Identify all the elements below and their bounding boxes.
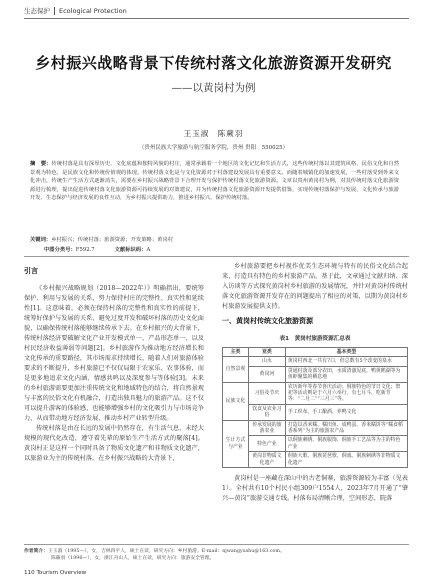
- header-divider: [54, 7, 55, 15]
- table-row: [223, 366, 408, 382]
- keywords-label: 关键词：: [30, 237, 52, 243]
- table-header: 亚类: [248, 348, 285, 357]
- footnote-line: 陈蕨羽（1996—），女，浙江舟山人，硕士在读，研究方向：旅游安全管理。: [51, 556, 215, 562]
- table-cell-desc: 侗族大歌、侗族琵琶歌、侗戏、侗族刺绣等非物质文化遗产: [285, 452, 407, 468]
- table-cell-sub: 习俗及节庆: [248, 382, 285, 404]
- table-row: [223, 382, 408, 404]
- document-code: 文献标识码：A: [114, 247, 151, 253]
- authors: 王玉淑 陈蕨羽: [183, 129, 244, 138]
- table-cell-desc: 手工织布、手工酿酒、养鸭文化: [285, 404, 407, 420]
- keywords: [30, 235, 399, 243]
- intro-paragraph: 《乡村振兴战略规划（2018—2022年）》明确指出，要统筹保护、利用与发展的关系，努力保持村庄的完整性、真实性和延续性[1]。这意味着，必须在保持村落的完整性和真实性的前提下，统筹好保护与发展的关系，避免过度开发和破坏村落的历史文化面貌，以确保传统村落能够继续传承下去。在乡村振兴的大背景下，传统村落经济要破解文化产业开发模式单一、产品形态单一、以及村民经济收益薄弱等问题[2]。乡村旅游作为推动地方经济增长和文化传承的重要路径，其市场需求持续增长，随着人们对旅游体验要求的不断提升，乡村旅游已不仅仅局限于农家乐、农事体验，而是更多地追求文化内涵、情感共鸣以及深度参与等体验[3]。未来的乡村旅游需要更加注重传统文化和地域特色的结合，将自然景观与丰富的民俗文化有机融合，打造出独具魅力的旅游产品。这不仅可以提升游客的体验感，也能够增强乡村的文化吸引力与市场竞争力，从而带动地方经济发展，推动乡村产业转型升级。: [24, 285, 204, 422]
- abstract-rule: [24, 256, 409, 257]
- footnote-rule: [24, 544, 409, 545]
- table-header: 基本类型: [285, 348, 407, 357]
- table-cell-desc: 以侗族刺绣、侗族服饰、侗族手工艺品等为主的特色产业: [285, 436, 407, 452]
- table-row: [223, 420, 408, 436]
- table-cell-sub: 传承发展的旅游农业: [248, 420, 285, 436]
- table-cell-sub: 特色产业: [248, 436, 285, 452]
- header-rule: [24, 18, 409, 19]
- footnote-label: 作者简介：: [24, 548, 48, 554]
- intro-heading: 引言: [24, 267, 38, 275]
- abstract-text: 传统村落是具有深厚历史、文化底蕴和独特风貌的村庄，通常承载着一个地区的文化记忆和生活方式，这些传统村落以其建筑风格、民俗文化和自然景观为特色，是民族文化和传统价值观的体现。传统村落文化是与文化资源对于村落建设发展具有重要意义。而随着城镇化的加速发展，一些村落受到外来文化冲击，传统生产生活方式逐渐消失，需要在乡村振兴战略背景下合理开发与保护传统村落文化旅游资源。文章以贵州黄岗村为例，对其传统村落文化旅游资源进行梳理，提出促进传统村落文化旅游资源可持续发展的对策建议，并为传统村落文化旅游资源开发提供借鉴，实现传统村落保护与发展、文化传承与旅游开发、生态保护与经济发展的良性互动，为乡村振兴提供助力，推进乡村振兴，保护传统村落。: [30, 161, 399, 202]
- table-cell-sub: 饮食及农业习俗: [248, 404, 285, 420]
- table-row: [223, 404, 408, 420]
- table-cell-desc: 农历新年等春节喜庆活动；侗族特色的节日文化；祭祀等活动则是于六月六举行，有七月斗、吃新节等：“二月二”“三月三”等。: [285, 382, 407, 404]
- table-cell-sub: 黄岗非物质文化遗产: [248, 452, 285, 468]
- table-cell-desc: 打造以香米糯、糯田鱼、成鸭蛋、香米糯饼等“糯食稻香系列”为主的旅游农产品: [285, 420, 407, 436]
- table-cell-main: 自然景观: [223, 357, 249, 382]
- table-cell-desc: 黄岗村西北一共有7口，但总数有5个改变的泉水: [285, 357, 407, 366]
- article-title: 乡村振兴战略背景下传统村落文化旅游资源开发研究: [35, 54, 392, 72]
- clc-code: 中图分类号：F592.7: [44, 247, 95, 253]
- classification: [44, 245, 150, 253]
- table-header-row: [223, 348, 408, 357]
- resource-table: [222, 347, 408, 468]
- table-row: [223, 436, 408, 452]
- table-caption: 表1 黄岗村旅游资源汇总表: [279, 336, 351, 342]
- body-paragraph: 黄岗村是一座藏在深山中的古老侗寨，旅游资源较为丰富（见表1）。全村共有10个村民小组309户1554人，2023年7月开通了“肇兴—黄岗”旅游交通专线。村落布局清晰合理，空间形态、院落: [222, 475, 408, 503]
- intro-paragraph: 传统村落是由在长远的发展中仍然存在，有生活气息，未经大规模的现代化改造，遵守着先辈的原始生产生活方式的聚落[4]。黄岗村正是这样一个同时具备了物质文化遗产和非物质文化遗产，以旅游业为主的传统村落。在乡村振兴战略的大背景下，: [24, 425, 204, 462]
- abstract: [30, 160, 399, 203]
- page-number: 110: [24, 570, 35, 576]
- table-row: [223, 452, 408, 468]
- table-cell-sub: 黄岗河: [248, 366, 285, 382]
- left-column: [24, 262, 204, 464]
- right-column: [222, 262, 408, 504]
- keywords-text: 乡村振兴；传统村落；旅游资源；开发策略；黄岗村: [51, 237, 174, 243]
- table-row: [223, 357, 408, 366]
- section-heading-1: 一、黄岗村传统文化旅游资源: [222, 317, 313, 325]
- table-cell-main: 生计方式与产业: [223, 420, 249, 467]
- body-paragraph: 乡村旅游要把乡村视作优美生态环境与特有的民俗文化结合起来，打造具有特色的乡村旅游产品。基于此，文章通过文献归纳、深入访谈等方式探究黄岗村乡村旅游的发展情况，并针对黄岗村传统村落文化旅游资源开发存在的问题提出了相应的对策，以期为黄岗村乡村旅游发展提供支持。: [222, 263, 408, 310]
- table-cell-main: 民族文化: [223, 382, 249, 420]
- affiliation: （贵州民族大学旅游与航空服务学院，贵州 贵阳 550025）: [138, 145, 289, 151]
- article-subtitle: ——以黄岗村为例: [171, 82, 256, 94]
- header-english: Ecological Protection: [59, 6, 127, 15]
- header-section: 生态保护: [24, 7, 50, 15]
- table-cell-sub: 山水: [248, 357, 285, 366]
- footnote-line: 作者简介：王玉淑（1995—），女，吉林四平人，硕士在读，研究方向：乡村旅游。E-mail：njwangyushu@163.com。: [24, 548, 285, 554]
- table-cell-desc: 贯通村落及部分农田，水质清澈见底，鸭黄鹅湖等为鱼虾聚集的栖息地: [285, 366, 407, 382]
- table-header: 主类: [223, 348, 249, 357]
- page-footer: [24, 570, 86, 576]
- journal-name: Tourism Overview: [36, 570, 87, 576]
- author-footnote: [24, 548, 409, 562]
- abstract-label: 摘 要：: [30, 161, 52, 167]
- running-header: [24, 6, 127, 15]
